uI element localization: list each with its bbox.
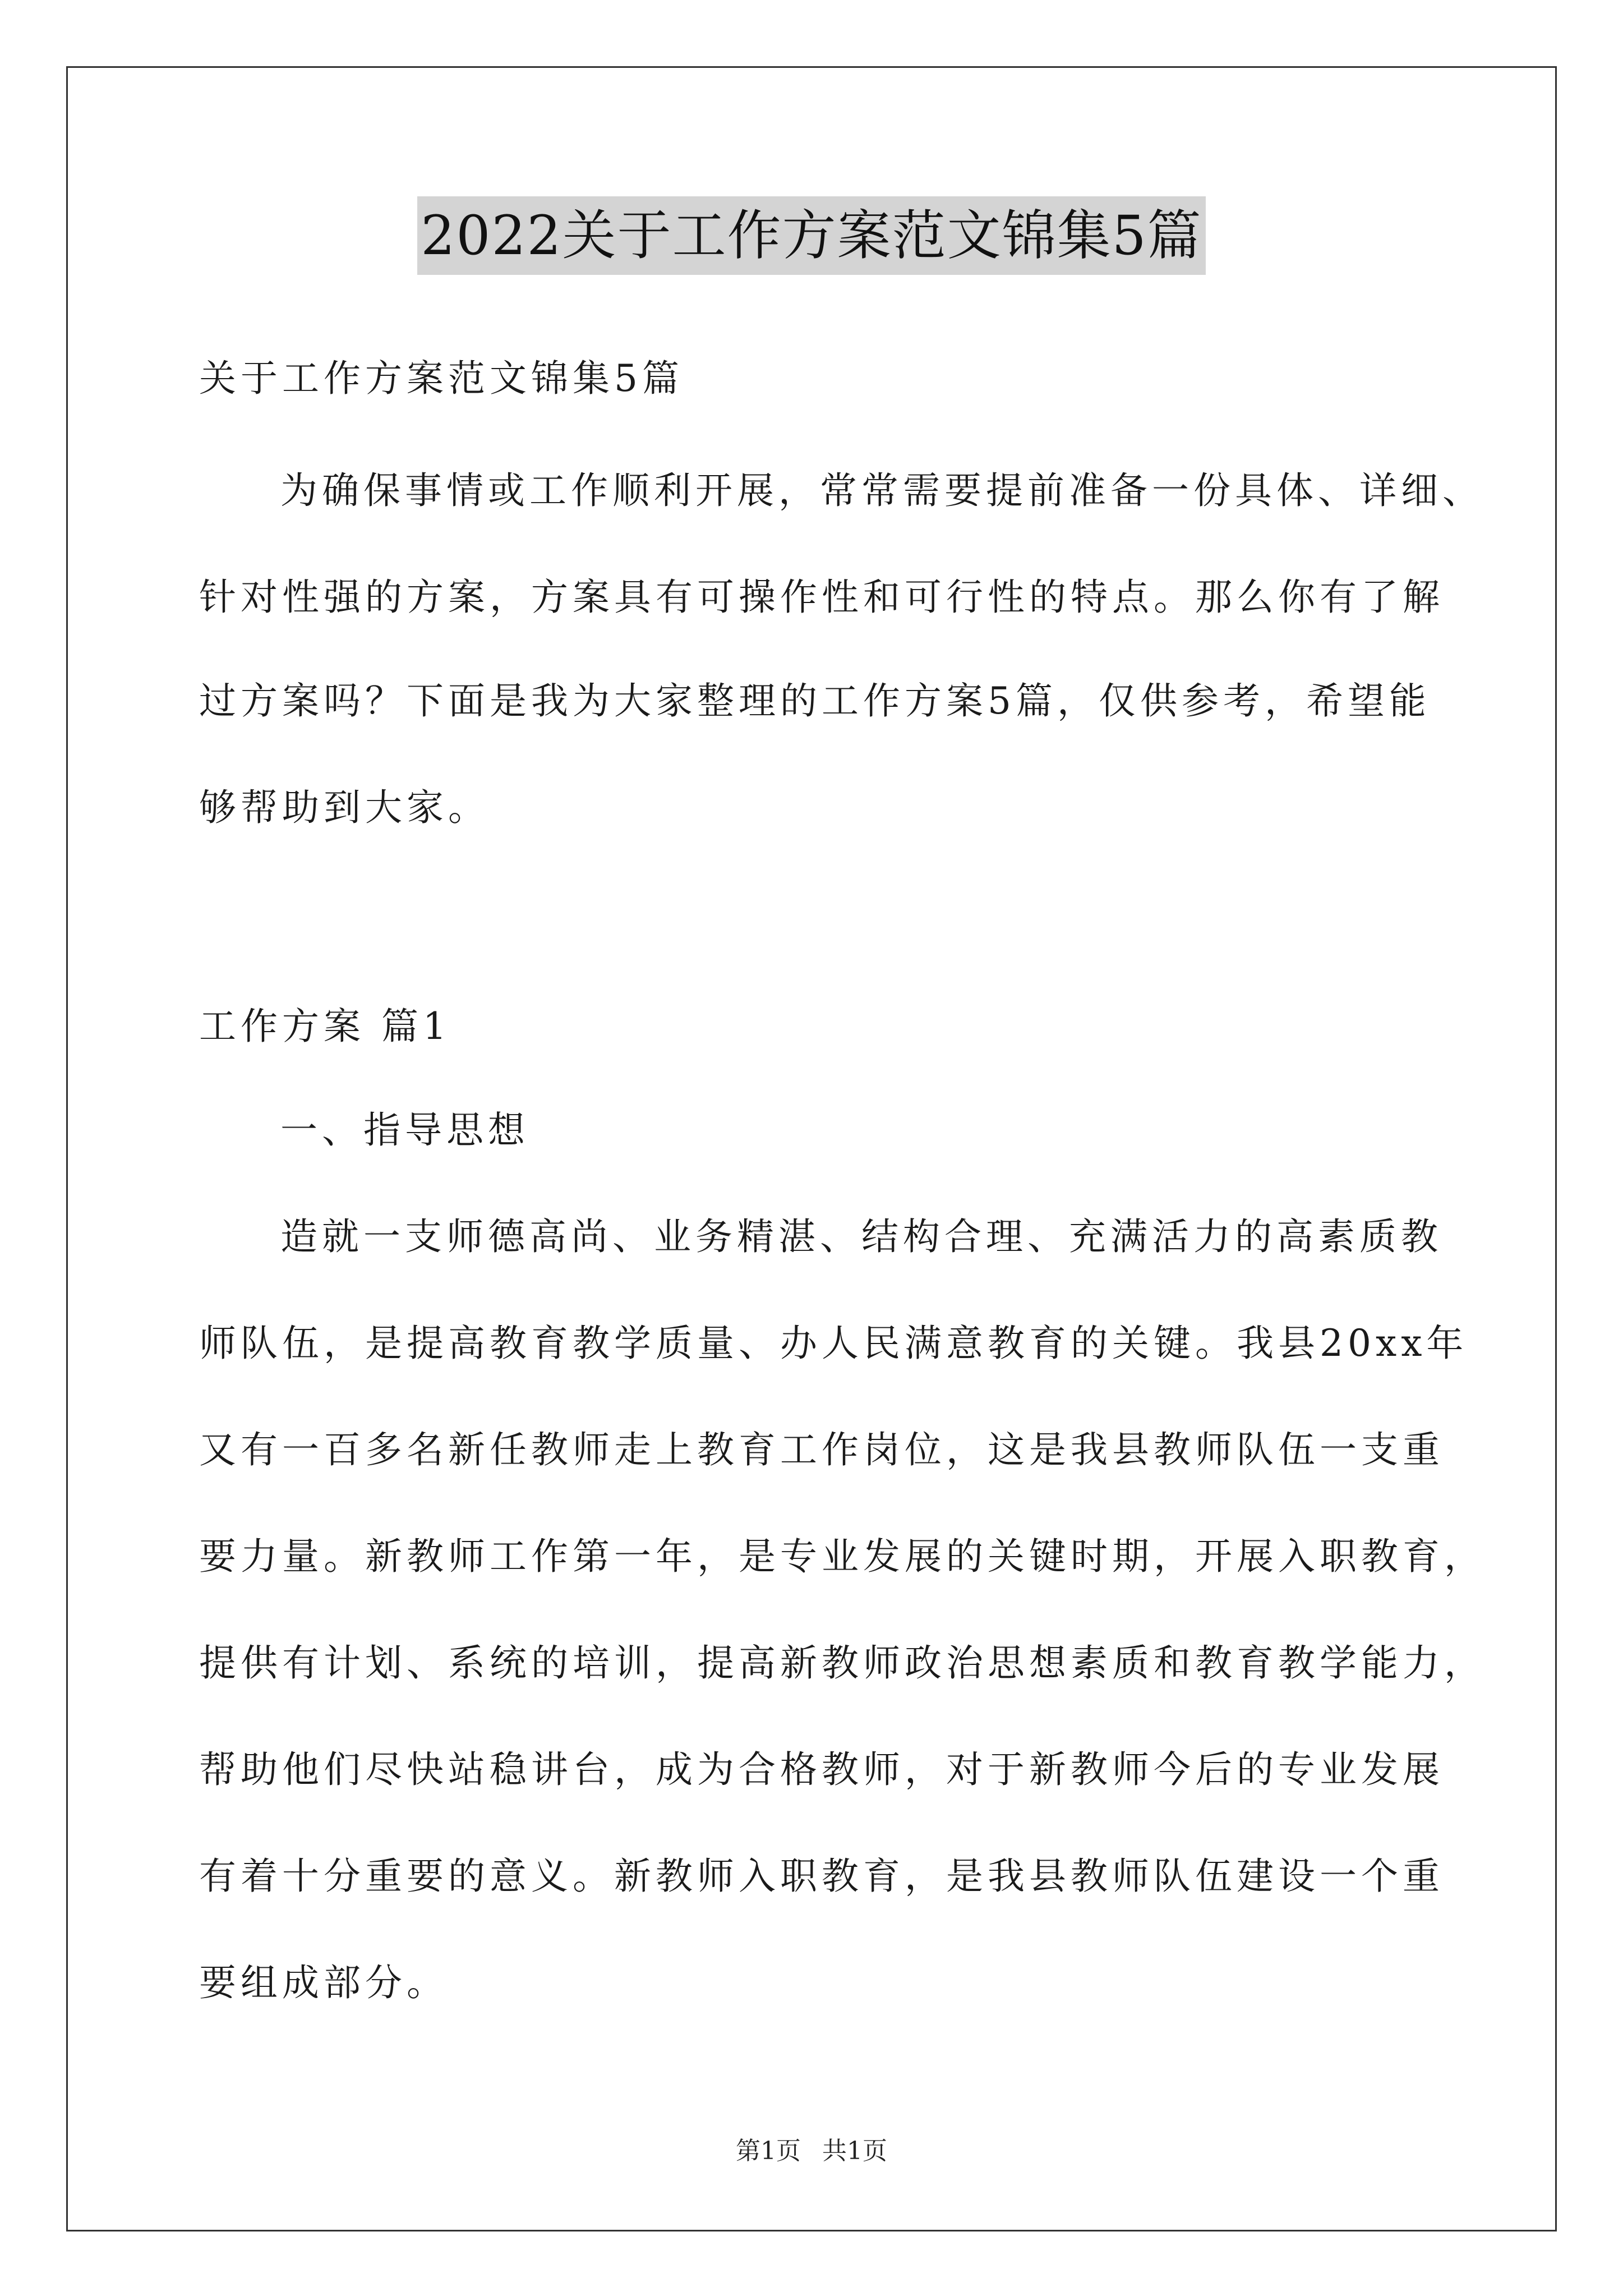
intro-line: 过方案吗？下面是我为大家整理的工作方案5篇，仅供参考，希望能: [199, 679, 1431, 723]
body-line: 有着十分重要的意义。新教师入职教育，是我县教师队伍建设一个重: [199, 1855, 1444, 1898]
body-line: 造就一支师德高尚、业务精湛、结构合理、充满活力的高素质教: [280, 1215, 1442, 1258]
title-container: [0, 196, 1623, 275]
body-line: 又有一百多名新任教师走上教育工作岗位，这是我县教师队伍一支重: [199, 1428, 1444, 1471]
body-line: 师队伍，是提高教育教学质量、办人民满意教育的关键。我县20xx年: [199, 1322, 1468, 1365]
intro-line: 为确保事情或工作顺利开展，常常需要提前准备一份具体、详细、: [280, 469, 1484, 512]
body-line: 要组成部分。: [199, 1961, 448, 2004]
document-title: 2022关于工作方案范文锦集5篇: [417, 196, 1205, 275]
document-subtitle: 关于工作方案范文锦集5篇: [199, 357, 684, 400]
body-line: 要力量。新教师工作第一年，是专业发展的关键时期，开展入职教育，: [199, 1535, 1486, 1578]
body-line: 提供有计划、系统的培训，提高新教师政治思想素质和教育教学能力，: [199, 1641, 1486, 1685]
sub-heading: 一、指导思想: [280, 1108, 529, 1152]
body-line: 帮助他们尽快站稳讲台，成为合格教师，对于新教师今后的专业发展: [199, 1748, 1444, 1791]
page-total: 共1页: [822, 2137, 887, 2165]
intro-line: 针对性强的方案，方案具有可操作性和可行性的特点。那么你有了解: [199, 576, 1444, 619]
page-footer: [0, 2134, 1623, 2168]
intro-line: 够帮助到大家。: [199, 786, 490, 829]
section-heading: 工作方案 篇1: [199, 1005, 451, 1048]
page-number: 第1页: [736, 2137, 801, 2165]
